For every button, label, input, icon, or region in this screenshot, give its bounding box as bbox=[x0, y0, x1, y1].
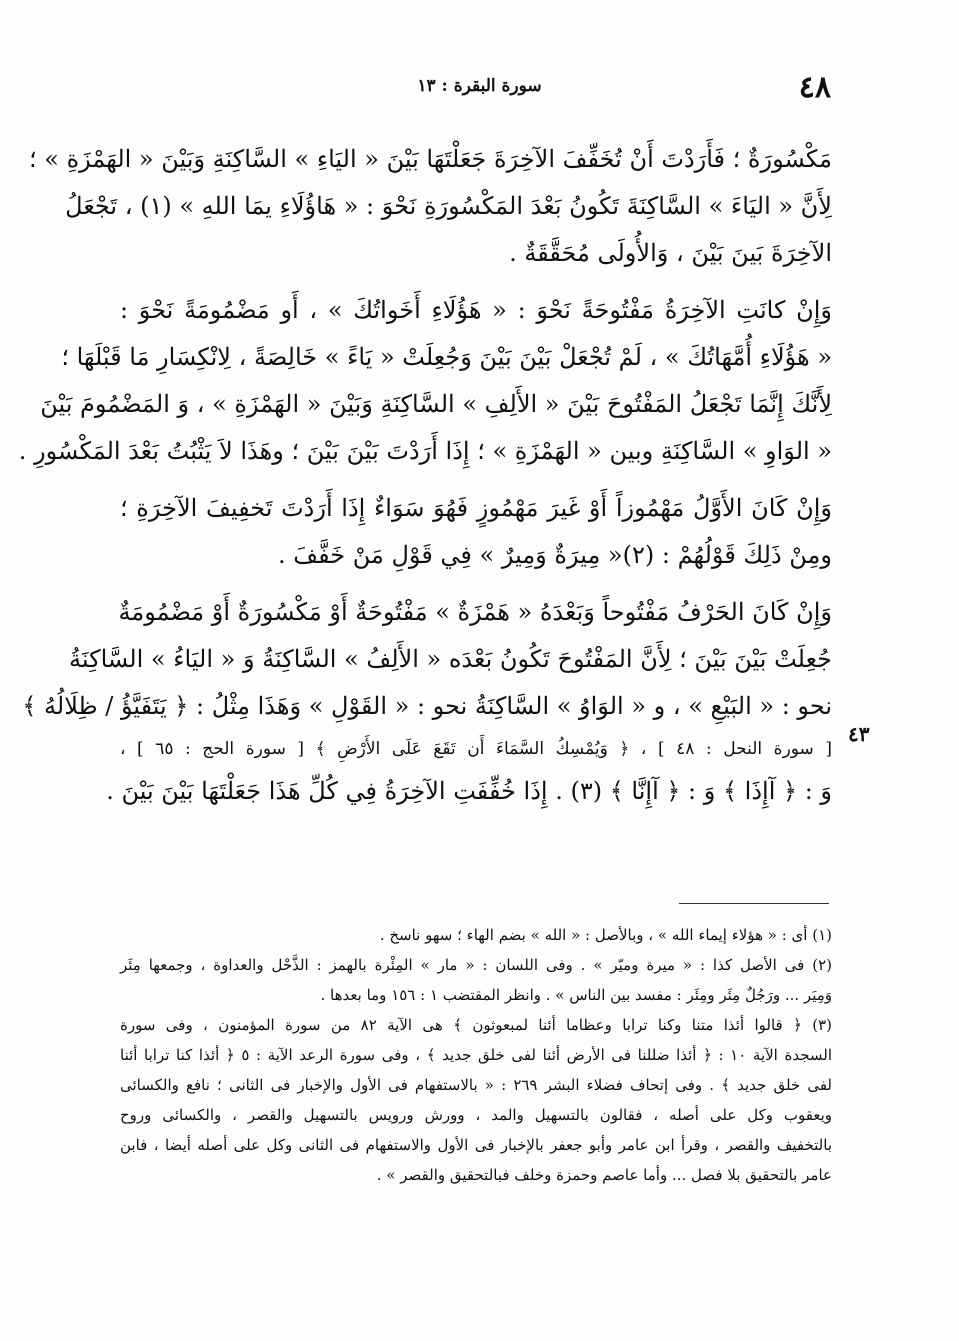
footnote-divider bbox=[679, 903, 829, 904]
main-text bbox=[18, 136, 832, 825]
citation-line: [ سورة النحل : ٤٨ ] ، ﴿ وَيُمْسِكُ السَّمَاءَ أَن تَقَعَ عَلَى الأَرْضِ ﴾ [ سورة الحج : ٦٥ ] ، bbox=[120, 739, 832, 759]
footnote-line: السجدة الآية ١٠ : ﴿ أئذا ضللنا فى الأرض أئنا لفى خلق جديد ﴾ ، وفى سورة الرعد الآية : ٥ ﴿ أئذا كنا ترابا أئنا bbox=[120, 1046, 832, 1064]
footnotes bbox=[120, 920, 832, 1190]
text-line: لِأَنَّ « اليَاءَ » السَّاكِنَةَ تَكُونُ بَعْدَ المَكْسُورَةِ نَحْوَ : « هَاؤُلَاءِ يمَا اللهِ » (١) ، تَجْعَلُ bbox=[65, 192, 832, 220]
page-number: ٤٨ bbox=[798, 70, 831, 105]
text-line: وَإِنْ كَانَ الأَوَّلُ مَهْمُوزاً أَوْ غَيرَ مَهْمُوزٍ فَهُوَ سَوَاءٌ إِذَا أَرَدْتَ تَخفِيفَ الآخِرَةِ ؛ bbox=[120, 494, 832, 522]
text-line: مَكْسُورَةٌ ؛ فَأَرَدْتَ أَنْ تُخَفِّفَ الآخِرَةَ جَعَلْتَهَا بَيْنَ « اليَاءِ » السَّاكِنَةِ وَبَيْنَ « الهَمْزَةِ » ؛ bbox=[29, 145, 832, 173]
footnote-2 bbox=[120, 950, 832, 1010]
footnote-line: بالتخفيف والقصر ، وقرأ ابن عامر وأبو جعفر بالإخبار فى الأول والاستفهام فى الثانى وكل على أصله أيضا ، فابن bbox=[120, 1136, 832, 1154]
margin-number: ٤٣ bbox=[848, 722, 870, 746]
paragraph-1 bbox=[29, 136, 832, 277]
text-line: وَإِنْ كانَتِ الآخِرَةُ مَفْتُوحَةً نَحْوَ : « هَؤُلَاءِ أَخَواتُكَ » ، أَو مَضْمُومَةً نَحْوَ : bbox=[120, 296, 832, 324]
footnote-line: لفى خلق جديد ﴾ . وفى إتحاف فضلاء البشر ٢٦٩ : « بالاستفهام فى الأول والإخبار فى الثانى ؛ نافع والكسائى bbox=[120, 1076, 832, 1094]
footnote-line: عامر بالتحقيق بلا فصل ... وأما عاصم وحمزة وخلف فبالتحقيق والقصر » . bbox=[376, 1166, 832, 1184]
paragraph-4 bbox=[22, 589, 832, 815]
footnote-line: (٣) ﴿ قالوا أئذا متنا وكنا ترابا وعظاما أئنا لمبعوثون ﴾ هى الآية ٨٢ من سورة المؤمنون ، وفى سورة bbox=[120, 1016, 832, 1034]
footnote-line: (٢) فى الأصل كذا : « ميرة وميّر » . وفى اللسان : « مار » المِئْرة بالهمز : الذَّحْل والعداوة ، وجمعها مِئَر bbox=[120, 956, 833, 974]
footnote-line: وَمِيَر ... ورَجُلٌ مِئَر ومِئَر : مفسد بين الناس » . وانظر المقتضب ١ : ١٥٦ وما بعدها . bbox=[320, 986, 832, 1004]
text-line: نحو : « البَيْعِ » ، و « الوَاوُ » السَّاكِنَةُ نحو : « القَوْلِ » وَهَذَا مِثْلُ : ﴿ يَتَفَيَّؤُ / ظِلَالُهُ ﴾ bbox=[22, 692, 832, 720]
footnote-line: ويعقوب وكل على أصله ، فقالون بالتسهيل والمد ، وورش ورويس بالتسهيل والقصر ، والكسائى وروح bbox=[120, 1106, 832, 1124]
text-line: وَ : ﴿ آإِذَا ﴾ وَ : ﴿ آإِنَّا ﴾ (٣) . إِذَا خُفِّفَتِ الآخِرَةُ فِي كُلِّ هَذَا جَعَلْتَهَا بَيْنَ بَيْنَ . bbox=[106, 777, 832, 805]
paragraph-3 bbox=[120, 485, 832, 579]
text-line: الآخِرَةَ بَينَ بَيْنَ ، وَالأُولَى مُحَقَّقَةٌ . bbox=[509, 239, 832, 267]
running-head: سورة البقرة : ١٣ bbox=[417, 76, 542, 96]
footnote-1 bbox=[120, 920, 832, 950]
footnote-line: (١) أى : « هؤلاء إيماء الله » ، وبالأصل : « الله » بضم الهاء ؛ سهو ناسخ . bbox=[379, 926, 832, 944]
text-line: لِأَنَّكَ إِنَّمَا تَجْعَلُ المَفْتُوحَ بَيْنَ « الأَلِفِ » السَّاكِنَةِ وَبَيْنَ « الهَمْزَةِ » ، وَ المَضْمُومَ بَيْنَ bbox=[40, 390, 832, 418]
text-line: « الوَاوِ » السَّاكِنَةِ وبين « الهَمْزَةِ » ؛ إِذَا أَرَدْتَ بَيْنَ بَيْنَ ؛ وهَذَا لاَ يَثْبُتُ بَعْدَ المَكْسُورِ . bbox=[18, 437, 832, 465]
footnote-3 bbox=[120, 1010, 832, 1190]
text-line: وَإِنْ كَانَ الحَرْفُ مَفْتُوحاً وَبَعْدَهُ « هَمْزَةٌ » مَفْتُوحَةٌ أَوْ مَكْسُورَةٌ أَوْ مَضْمُومَةٌ bbox=[118, 598, 832, 626]
text-line: « هَؤُلَاءِ أُمَّهَاتُكَ » ، لَمْ تُجْعَلْ بَيْنَ بَيْنَ وَجُعِلَتْ « يَاءً » خَالِصَةً ، لِانْكِسَارِ مَا قَبْلَهَا ؛ bbox=[61, 343, 832, 371]
text-line: ومِنْ ذَلِكَ قَوْلُهُمْ : (٢)« مِيرَةٌ وَمِيرٌ » فِي قَوْلِ مَنْ خَفَّفَ . bbox=[278, 541, 832, 569]
text-line: جُعِلَتْ بَيْنَ بَيْنَ ؛ لِأَنَّ المَفْتُوحَ تَكُونُ بَعْدَه « الأَلِفُ » السَّاكِنَةُ وَ « اليَاءُ » السَّاكِنَةُ bbox=[69, 645, 832, 673]
paragraph-2 bbox=[18, 287, 832, 475]
